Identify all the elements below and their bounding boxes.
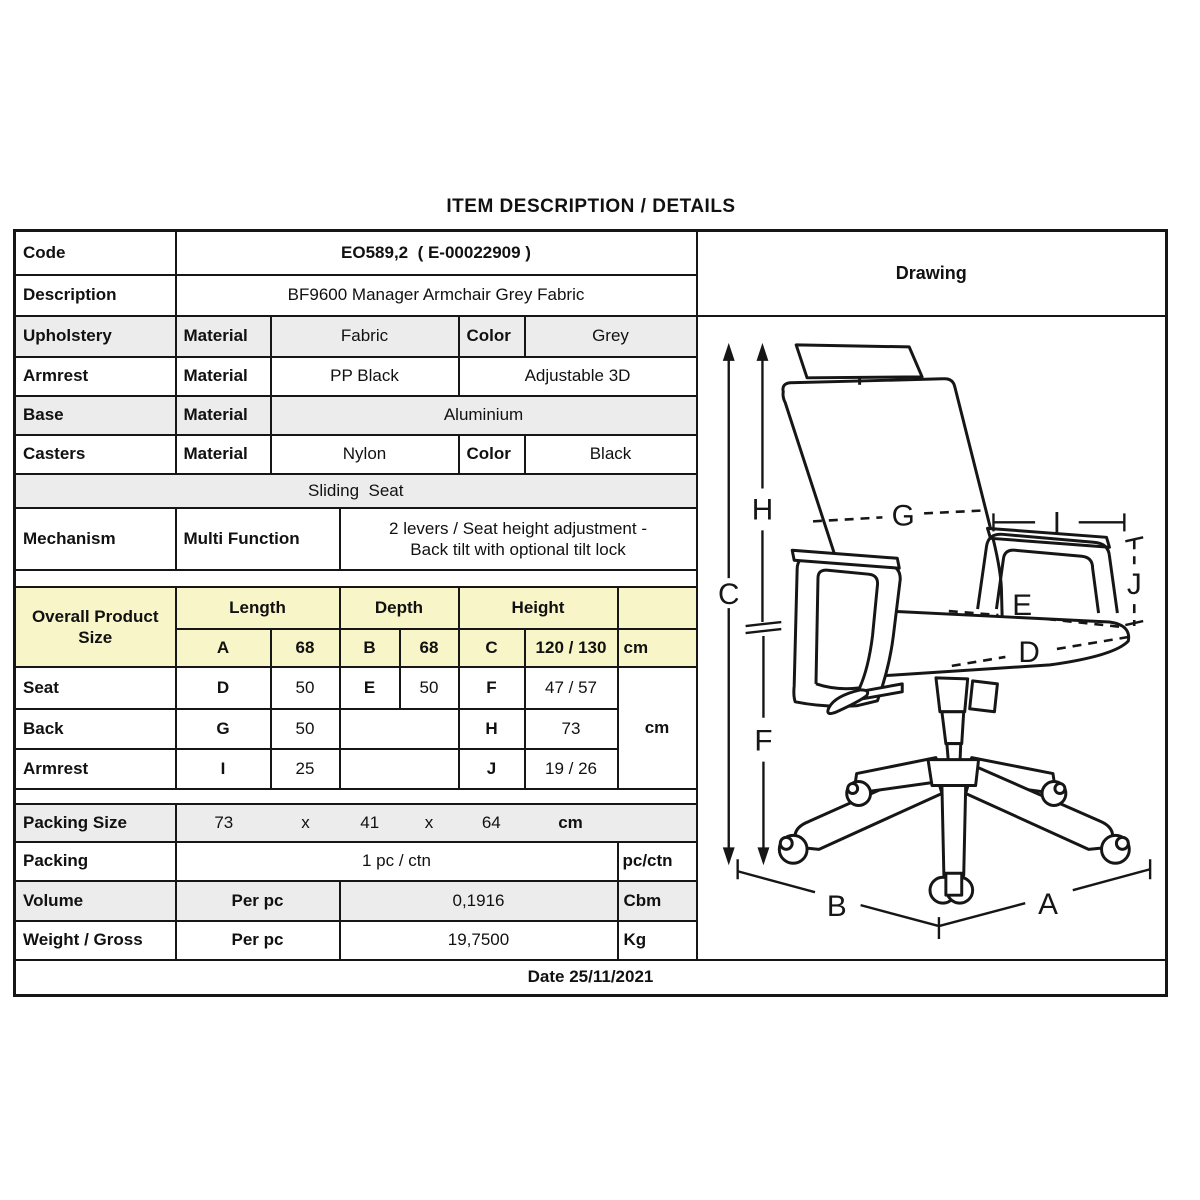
seat-depth-value: 50 (400, 667, 459, 709)
base-label: Base (15, 396, 176, 435)
overall-length-key: A (176, 629, 271, 667)
dim-label-b: B (826, 889, 847, 923)
armrest-size-label: Armrest (15, 749, 176, 789)
armrest-height-value: 19 / 26 (525, 749, 618, 789)
code-value: EO589,2 ( E-00022909 ) (176, 231, 697, 275)
upholstery-color-label: Color (459, 316, 525, 357)
description-label: Description (15, 275, 176, 316)
armrest-material-label: Material (176, 357, 271, 396)
dim-label-e: E (1011, 588, 1032, 622)
spacer-cell (15, 789, 697, 804)
size-unit: cm (618, 667, 697, 789)
armrest-depth-empty (340, 749, 459, 789)
casters-color-value: Black (525, 435, 697, 474)
dim-label-i: I (1052, 505, 1061, 539)
seat-depth-key: E (340, 667, 400, 709)
dim-label-g: G (891, 498, 915, 532)
weight-label: Weight / Gross (15, 921, 176, 960)
casters-color-label: Color (459, 435, 525, 474)
casters-material-value: Nylon (271, 435, 459, 474)
upholstery-material-label: Material (176, 316, 271, 357)
weight-value: 19,7500 (340, 921, 618, 960)
base-material-value: Aluminium (271, 396, 697, 435)
packing-size-values (176, 804, 697, 842)
dim-label-a: A (1037, 887, 1058, 921)
overall-size-label: Overall Product Size (15, 587, 176, 668)
seat-height-key: F (459, 667, 525, 709)
mechanism-description-line1: 2 levers / Seat height adjustment - (389, 518, 647, 538)
date-row: Date 25/11/2021 (15, 960, 1167, 996)
overall-height-key: C (459, 629, 525, 667)
armrest-material-value: PP Black (271, 357, 459, 396)
back-height-key: H (459, 709, 525, 749)
armrest-length-key: I (176, 749, 271, 789)
casters-material-label: Material (176, 435, 271, 474)
page-title: ITEM DESCRIPTION / DETAILS (446, 196, 736, 217)
packing-label: Packing (15, 842, 176, 881)
mechanism-description (340, 508, 697, 570)
back-length-key: G (176, 709, 271, 749)
seat-length-key: D (176, 667, 271, 709)
packing-size-x1: x (301, 812, 310, 832)
item-description-table (13, 229, 1168, 997)
upholstery-color-value: Grey (525, 316, 697, 357)
packing-unit: pc/ctn (618, 842, 697, 881)
base-material-label: Material (176, 396, 271, 435)
back-length-value: 50 (271, 709, 340, 749)
back-label: Back (15, 709, 176, 749)
code-label: Code (15, 231, 176, 275)
dim-label-c: C (717, 577, 739, 611)
armrest-height-key: J (459, 749, 525, 789)
description-value: BF9600 Manager Armchair Grey Fabric (176, 275, 697, 316)
volume-value: 0,1916 (340, 881, 618, 921)
volume-per: Per pc (176, 881, 340, 921)
seat-length-value: 50 (271, 667, 340, 709)
size-header-unit-spacer (618, 587, 697, 630)
packing-size-label: Packing Size (15, 804, 176, 842)
packing-size-length: 73 (214, 812, 234, 832)
back-height-value: 73 (525, 709, 618, 749)
dim-label-d: D (1017, 635, 1040, 669)
chair-technical-drawing (698, 317, 1164, 954)
mechanism-type: Multi Function (176, 508, 340, 570)
drawing-header: Drawing (697, 231, 1167, 316)
armrest-feature-value: Adjustable 3D (459, 357, 697, 396)
mechanism-description-line2: Back tilt with optional tilt lock (410, 539, 626, 559)
upholstery-material-value: Fabric (271, 316, 459, 357)
seat-label: Seat (15, 667, 176, 709)
packing-size-width: 41 (360, 812, 380, 832)
back-depth-empty (340, 709, 459, 749)
weight-unit: Kg (618, 921, 697, 960)
overall-depth-value: 68 (400, 629, 459, 667)
packing-size-height: 64 (481, 812, 501, 832)
seat-height-value: 47 / 57 (525, 667, 618, 709)
dim-label-j: J (1126, 567, 1142, 601)
table-row (15, 316, 1167, 357)
size-header-length: Length (176, 587, 340, 630)
drawing-cell (697, 316, 1167, 960)
size-header-depth: Depth (340, 587, 459, 630)
table-row (15, 231, 1167, 275)
size-header-height: Height (459, 587, 618, 630)
volume-label: Volume (15, 881, 176, 921)
weight-per: Per pc (176, 921, 340, 960)
mechanism-label: Mechanism (15, 508, 176, 570)
packing-value: 1 pc / ctn (176, 842, 618, 881)
armrest-label: Armrest (15, 357, 176, 396)
upholstery-label: Upholstery (15, 316, 176, 357)
overall-depth-key: B (340, 629, 400, 667)
dim-label-h: H (751, 492, 773, 526)
casters-label: Casters (15, 435, 176, 474)
overall-unit: cm (618, 629, 697, 667)
volume-unit: Cbm (618, 881, 697, 921)
armrest-length-value: 25 (271, 749, 340, 789)
packing-size-unit: cm (558, 812, 583, 832)
dim-label-f: F (753, 724, 773, 758)
packing-size-x2: x (424, 812, 434, 832)
sliding-seat-row: Sliding Seat (15, 474, 697, 508)
office-chair-line-art (779, 344, 1129, 902)
spacer-cell (15, 570, 697, 587)
overall-height-value: 120 / 130 (525, 629, 618, 667)
overall-length-value: 68 (271, 629, 340, 667)
table-row (15, 960, 1167, 996)
